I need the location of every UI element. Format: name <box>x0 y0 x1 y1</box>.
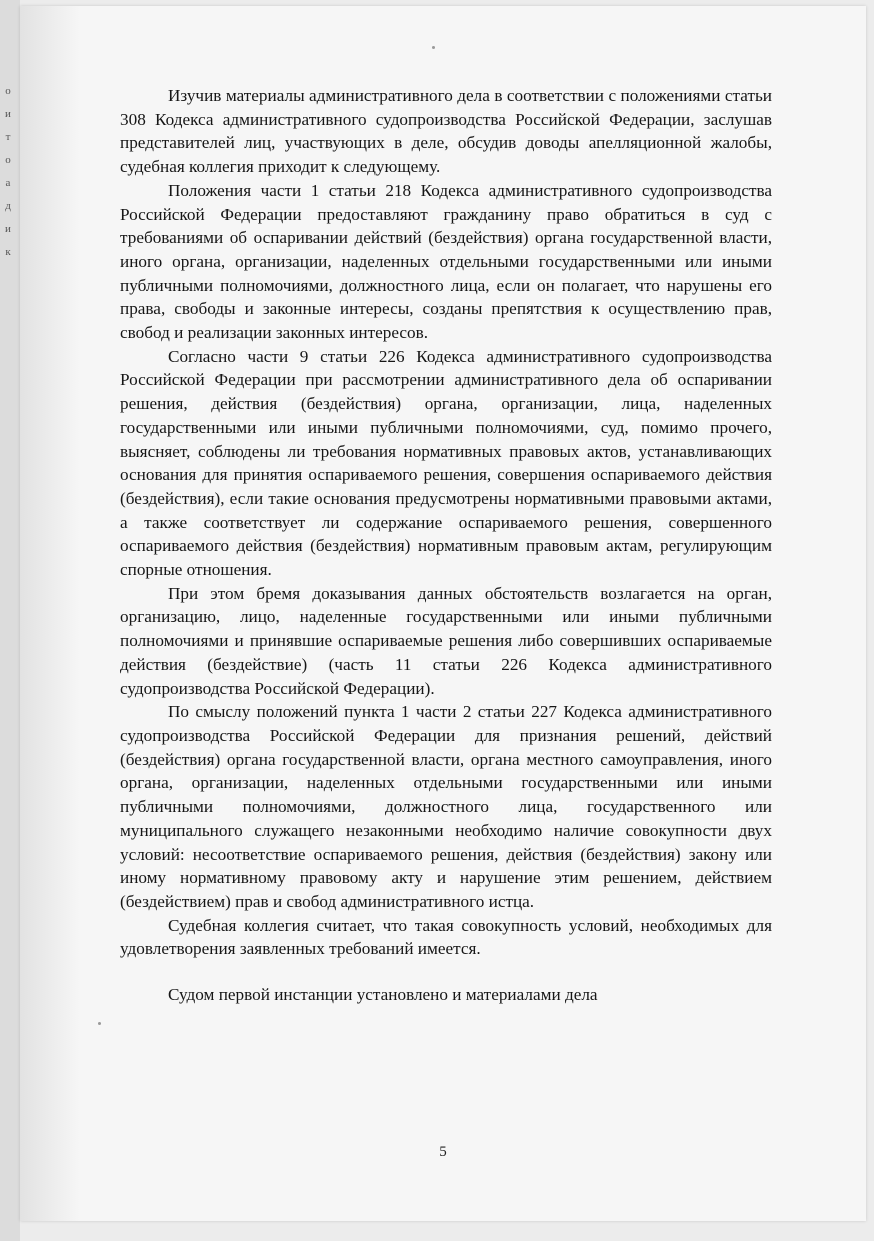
margin-letter: к <box>5 246 11 258</box>
margin-letter: а <box>5 177 11 189</box>
paragraph-2: Положения части 1 статьи 218 Кодекса административного судопроизводства Российской Федерации предоставляют гражданину право обратиться в суд с требованиями об оспаривании действий (бездействия) органа государственной власти, иного органа, организации, наделенных отдельными государственными или иными публичными полномочиями, должностного лица, если он полагает, что нарушены его права, свободы и законные интересы, созданы препятствия к осуществлению прав, свобод и реализации законных интересов. <box>120 180 772 343</box>
margin-letter: о <box>5 154 11 166</box>
page-number: 5 <box>439 1144 447 1160</box>
adjacent-page-margin <box>2 80 14 310</box>
paragraph-6: Судебная коллегия считает, что такая совокупность условий, необходимых для удовлетворения заявленных требований имеется. <box>120 915 772 959</box>
margin-letter: и <box>5 108 11 120</box>
paragraph-spacer <box>120 961 772 983</box>
scan-speck <box>98 1022 101 1025</box>
document-page <box>20 6 866 1221</box>
margin-letter: и <box>5 223 11 235</box>
page-binding-shadow <box>20 6 80 1221</box>
paragraph-7: Судом первой инстанции установлено и материалами дела <box>168 985 598 1005</box>
paragraph-3: Согласно части 9 статьи 226 Кодекса административного судопроизводства Российской Федерации при рассмотрении административного дела об оспаривании решения, действия (бездействия) органа, организации, лица, наделенных государственными или иными публичными полномочиями, суд, помимо прочего, выясняет, соблюдены ли требования нормативных правовых актов, устанавливающих основания для принятия оспариваемого решения, совершения оспариваемого действия (бездействия), если такие основания предусмотрены нормативными правовыми актами, а также соответствует ли содержание оспариваемого решения, совершенного оспариваемого действия (бездействия) нормативным правовым актам, регулирующим спорные отношения. <box>120 346 772 580</box>
scan-speck <box>432 46 435 49</box>
margin-letter: д <box>5 200 11 212</box>
document-body <box>120 84 772 1007</box>
paragraph-5: По смыслу положений пункта 1 части 2 статьи 227 Кодекса административного судопроизводства Российской Федерации для признания решений, действий (бездействия) органа государственной власти, органа местного самоуправления, иного органа, организации, наделенных отдельными государственными или иными публичными полномочиями, должностного лица, государственного или муниципального служащего незаконными необходимо наличие совокупности двух условий: несоответствие оспариваемого решения, действия (бездействия) закону или иному нормативному правовому акту и нарушение этим решением, действием (бездействием) прав и свобод административного истца. <box>120 702 772 911</box>
paragraph-4: При этом бремя доказывания данных обстоятельств возлагается на орган, организацию, лицо, наделенные государственными или иными публичными полномочиями и принявшие оспариваемые решения либо совершивших оспариваемые действия (бездействие) (часть 11 статьи 226 Кодекса административного судопроизводства Российской Федерации). <box>120 583 772 698</box>
margin-letter: т <box>5 131 11 143</box>
scan-left-edge <box>0 0 20 1241</box>
margin-letter: о <box>5 85 11 97</box>
paragraph-1: Изучив материалы административного дела в соответствии с положениями статьи 308 Кодекса административного судопроизводства Российской Федерации, заслушав представителей лиц, участвующих в деле, обсудив доводы апелляционной жалобы, судебная коллегия приходит к следующему. <box>120 86 772 177</box>
